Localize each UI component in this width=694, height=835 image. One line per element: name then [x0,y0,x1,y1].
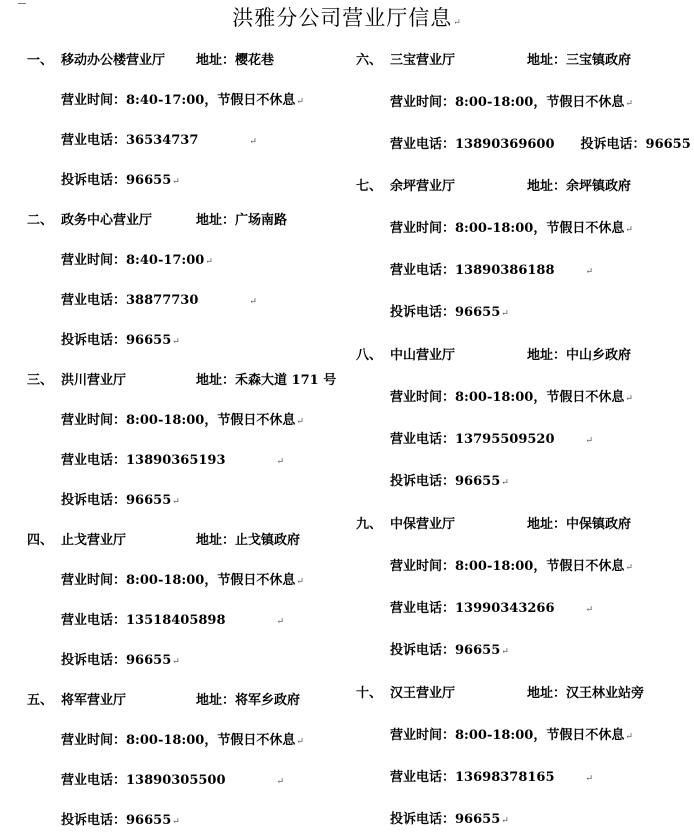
complaint-label: 投诉电话： [61,173,127,188]
hall-header [27,372,336,390]
phone-value: 36534737 [126,133,199,148]
complaint-value: 96655 [455,643,501,658]
hall-header [27,52,274,70]
address-label: 地址： [527,53,567,68]
hall-address: 三宝镇政府 [566,53,632,68]
paragraph-mark: ↵ [585,267,594,277]
phone-value: 13990343266 [455,601,555,616]
hall-phone [390,600,593,619]
phone-value: 13890365193 [126,453,226,468]
phone-value: 13795509520 [455,432,555,447]
hall-hours [61,572,304,591]
paragraph-mark: ↵ [296,737,304,747]
address-label: 地址： [196,533,236,548]
paragraph-mark: ↵ [172,497,180,507]
address-label: 地址： [527,686,567,701]
hall-number: 八、 [356,348,383,363]
hall-header [356,516,631,534]
complaint-label: 投诉电话： [61,653,127,668]
hall-name: 政务中心营业厅 [61,213,153,228]
hours-label: 营业时间： [61,733,127,748]
phone-value: 13890386188 [455,263,555,278]
complaint-label: 投诉电话： [61,493,127,508]
paragraph-mark: ↵ [585,605,594,615]
address-label: 地址： [527,348,567,363]
paragraph-mark: ↵ [205,257,213,267]
address-label: 地址： [196,373,236,388]
hall-header [356,685,644,703]
hall-number: 一、 [27,53,54,68]
paragraph-mark: ↵ [249,297,257,307]
hours-label: 营业时间： [390,728,456,743]
address-label: 地址： [196,693,236,708]
hall-phone [390,769,593,788]
hall-header [356,178,631,196]
paragraph-mark: ↵ [172,337,180,347]
hall-phone [61,772,284,791]
hall-complaint [390,811,509,830]
paragraph-mark: ↵ [276,457,285,467]
hall-name: 汉王营业厅 [390,686,456,701]
hours-value: 8:40-17:00 [126,253,205,268]
hall-number: 九、 [356,517,383,532]
hall-complaint [61,652,180,671]
complaint-label: 投诉电话： [580,137,646,152]
paragraph-mark: ↵ [625,394,633,404]
hall-number: 五、 [27,693,54,708]
phone-label: 营业电话： [390,432,456,447]
paragraph-mark: ↵ [585,436,594,446]
hall-header [27,692,300,710]
hall-address: 止戈镇政府 [235,533,301,548]
phone-label: 营业电话： [61,773,127,788]
hall-complaint [390,473,509,492]
hall-complaint [61,492,180,511]
complaint-value: 96655 [126,813,172,828]
paragraph-mark: ↵ [276,777,285,787]
hall-address: 余坪镇政府 [566,179,632,194]
hall-name: 中山营业厅 [390,348,456,363]
hall-complaint [61,332,180,351]
paragraph-mark: ↵ [172,657,180,667]
hours-label: 营业时间： [390,95,456,110]
hall-hours [61,92,304,111]
paragraph-mark: ↵ [501,478,509,488]
hall-hours [61,732,304,751]
hall-header [356,52,631,70]
hours-value: 8:00-18:00，节假日不休息 [455,221,625,236]
hall-phone [61,292,257,311]
hall-name: 三宝营业厅 [390,53,456,68]
hours-value: 8:00-18:00，节假日不休息 [126,573,296,588]
complaint-value: 96655 [126,173,172,188]
hall-complaint [61,172,180,191]
complaint-label: 投诉电话： [61,333,127,348]
hall-name: 洪川营业厅 [61,373,127,388]
hall-hours [390,220,633,239]
paragraph-mark: ↵ [172,817,180,827]
address-label: 地址： [527,517,567,532]
paragraph-mark: ↵ [501,816,509,826]
complaint-value: 96655 [645,137,691,152]
hall-address: 中山乡政府 [566,348,632,363]
hall-hours [61,252,213,271]
hall-number: 三、 [27,373,54,388]
paragraph-mark: ↵ [296,417,304,427]
hours-value: 8:00-18:00，节假日不休息 [455,559,625,574]
phone-value: 13518405898 [126,613,226,628]
phone-label: 营业电话： [390,137,456,152]
phone-label: 营业电话： [61,453,127,468]
paragraph-mark: ↵ [296,97,304,107]
page-title: 洪雅分公司营业厅信息↵ [232,6,462,30]
hall-header [27,212,287,230]
hall-name: 将军营业厅 [61,693,127,708]
hours-label: 营业时间： [61,93,127,108]
hours-value: 8:00-18:00，节假日不休息 [455,390,625,405]
hours-value: 8:00-18:00，节假日不休息 [455,728,625,743]
paragraph-mark: ↵ [625,732,633,742]
hall-phone [61,452,284,471]
complaint-label: 投诉电话： [61,813,127,828]
complaint-value: 96655 [126,333,172,348]
hours-label: 营业时间： [61,413,127,428]
address-label: 地址： [196,53,236,68]
phone-label: 营业电话： [390,263,456,278]
hall-address: 樱花巷 [235,53,275,68]
hours-label: 营业时间： [61,253,127,268]
paragraph-mark: ↵ [296,577,304,587]
complaint-label: 投诉电话： [390,305,456,320]
complaint-value: 96655 [455,305,501,320]
phone-label: 营业电话： [61,133,127,148]
hall-address: 将军乡政府 [235,693,301,708]
hall-phone [390,136,691,154]
hall-header [356,347,631,365]
phone-label: 营业电话： [61,613,127,628]
hall-hours [390,389,633,408]
hall-number: 二、 [27,213,54,228]
phone-value: 13890369600 [455,137,555,152]
paragraph-mark: ↵ [172,177,180,187]
hall-phone [390,262,593,281]
hours-value: 8:00-18:00，节假日不休息 [126,733,296,748]
hall-address: 汉王林业站旁 [566,686,645,701]
phone-value: 13698378165 [455,770,555,785]
hours-value: 8:00-18:00，节假日不休息 [455,95,625,110]
hall-name: 移动办公楼营业厅 [61,53,166,68]
paragraph-mark: ↵ [625,99,633,109]
paragraph-mark: ↵ [625,225,633,235]
hall-hours [390,94,633,113]
hall-hours [390,558,633,577]
hours-label: 营业时间： [61,573,127,588]
hall-address: 广场南路 [235,213,288,228]
hall-phone [390,431,593,450]
paragraph-mark: ↵ [249,137,257,147]
hall-name: 余坪营业厅 [390,179,456,194]
hours-label: 营业时间： [390,559,456,574]
address-label: 地址： [527,179,567,194]
hours-value: 8:40-17:00，节假日不休息 [126,93,296,108]
hall-address: 中保镇政府 [566,517,632,532]
complaint-value: 96655 [455,474,501,489]
paragraph-mark: ↵ [501,647,509,657]
phone-label: 营业电话： [390,770,456,785]
hall-complaint [390,304,509,323]
hours-label: 营业时间： [390,390,456,405]
hall-hours [390,727,633,746]
phone-label: 营业电话： [390,601,456,616]
complaint-label: 投诉电话： [390,812,456,827]
phone-value: 38877730 [126,293,199,308]
hall-address: 禾森大道 171 号 [235,373,337,388]
hall-complaint [390,642,509,661]
complaint-label: 投诉电话： [390,474,456,489]
complaint-label: 投诉电话： [390,643,456,658]
phone-label: 营业电话： [61,293,127,308]
paragraph-mark: ↵ [501,309,509,319]
hours-value: 8:00-18:00，节假日不休息 [126,413,296,428]
hall-phone [61,132,257,151]
hall-phone [61,612,284,631]
hall-complaint [61,812,180,831]
hours-label: 营业时间： [390,221,456,236]
hall-header [27,532,300,550]
hall-number: 七、 [356,179,383,194]
paragraph-mark: ↵ [585,774,594,784]
hall-number: 六、 [356,53,383,68]
complaint-value: 96655 [126,493,172,508]
hall-name: 中保营业厅 [390,517,456,532]
paragraph-mark: ↵ [453,18,462,28]
hall-name: 止戈营业厅 [61,533,127,548]
hall-number: 十、 [356,686,383,701]
address-label: 地址： [196,213,236,228]
hall-hours [61,412,304,431]
paragraph-mark: ↵ [276,617,285,627]
complaint-value: 96655 [126,653,172,668]
phone-value: 13890305500 [126,773,226,788]
hall-number: 四、 [27,533,54,548]
paragraph-mark: ↵ [625,563,633,573]
complaint-value: 96655 [455,812,501,827]
